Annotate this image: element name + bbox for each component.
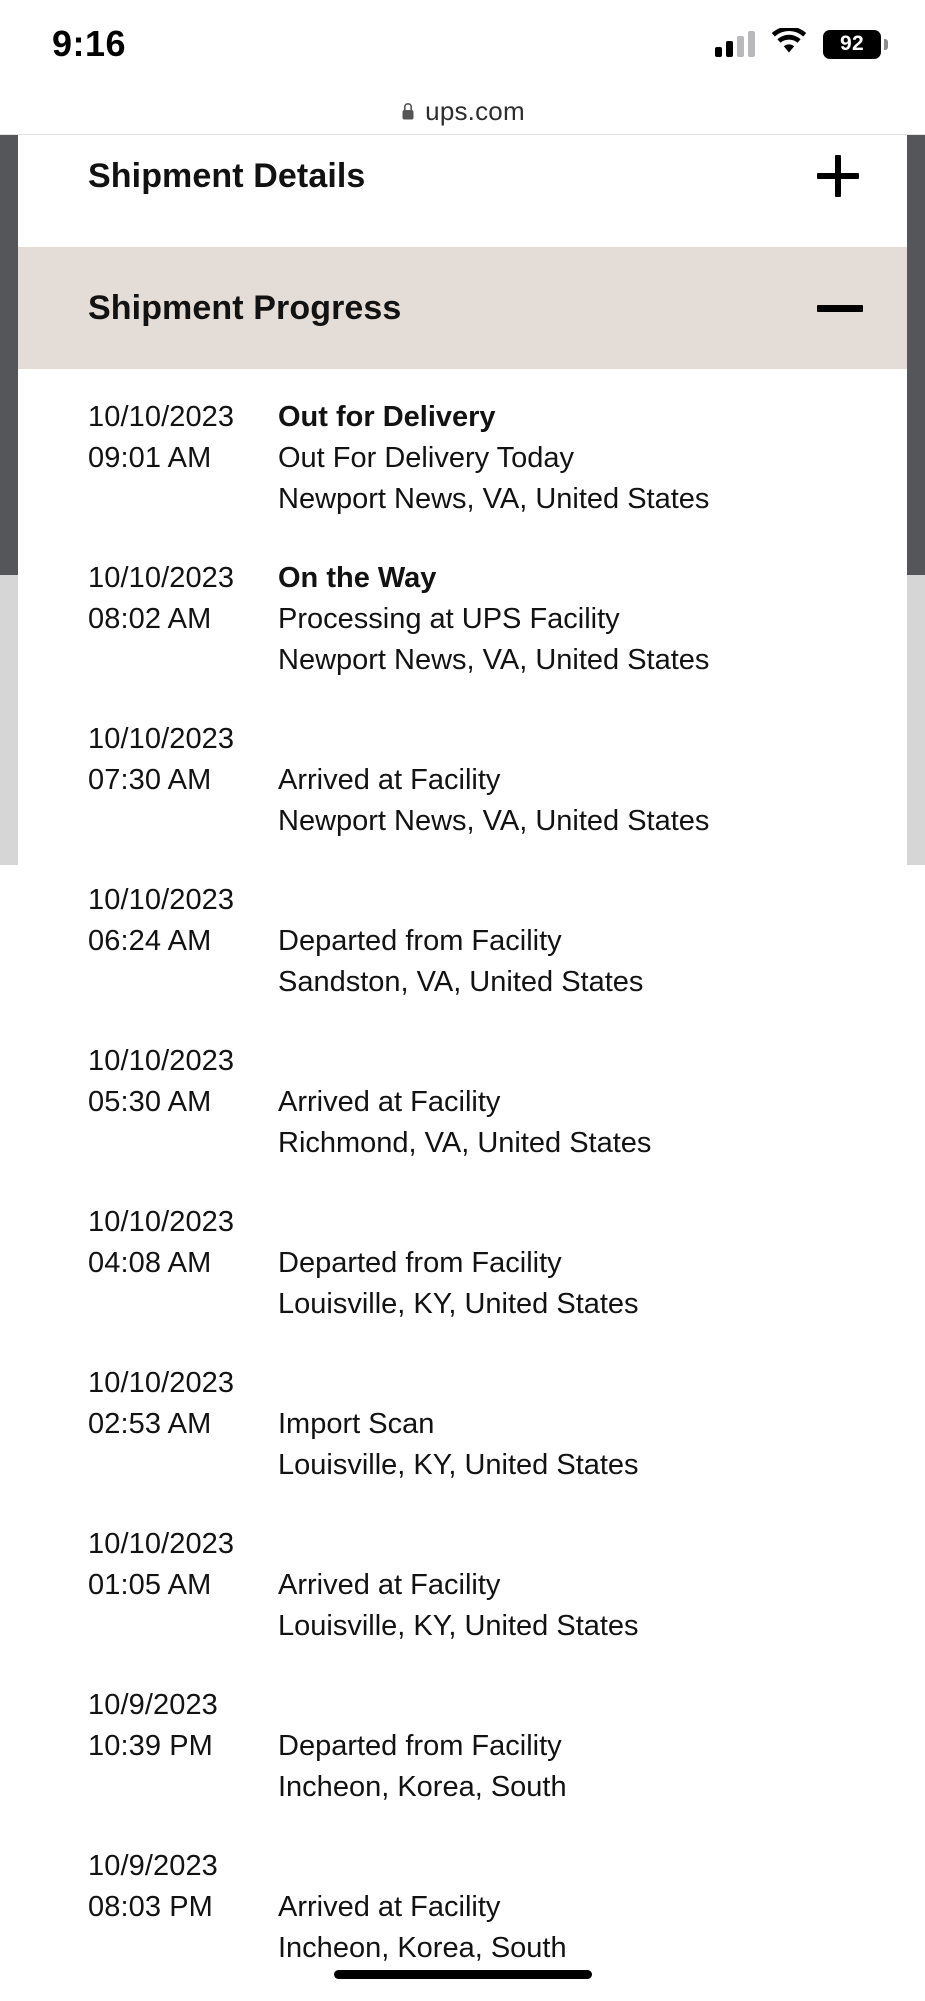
list-item bbox=[18, 719, 907, 842]
event-date: 10/10/2023 bbox=[88, 1528, 235, 1560]
section-shipment-progress[interactable] bbox=[18, 247, 907, 369]
event-details bbox=[258, 397, 867, 520]
event-timestamp bbox=[88, 719, 258, 801]
event-timestamp bbox=[88, 1041, 258, 1123]
event-timestamp bbox=[88, 1524, 258, 1606]
event-time: 01:05 AM bbox=[88, 1569, 212, 1601]
page-gutter-right bbox=[907, 135, 925, 575]
section-shipment-details[interactable] bbox=[18, 135, 907, 217]
event-time: 10:39 PM bbox=[88, 1730, 213, 1762]
plus-icon[interactable] bbox=[817, 155, 859, 197]
event-details bbox=[258, 1041, 867, 1164]
section-title-shipment-progress: Shipment Progress bbox=[88, 288, 402, 327]
event-location: Newport News, VA, United States bbox=[278, 644, 710, 676]
event-timestamp bbox=[88, 1846, 258, 1928]
event-location: Sandston, VA, United States bbox=[278, 966, 644, 998]
event-details bbox=[258, 1363, 867, 1486]
event-date: 10/10/2023 bbox=[88, 401, 235, 433]
event-details bbox=[258, 1685, 867, 1808]
list-item bbox=[18, 397, 907, 520]
wifi-icon bbox=[771, 28, 807, 60]
event-timestamp bbox=[88, 1363, 258, 1445]
list-item bbox=[18, 1524, 907, 1647]
event-time: 07:30 AM bbox=[88, 764, 212, 796]
event-date: 10/9/2023 bbox=[88, 1689, 218, 1721]
event-timestamp bbox=[88, 1202, 258, 1284]
event-details bbox=[258, 719, 867, 842]
event-description: Arrived at Facility bbox=[278, 764, 501, 796]
event-date: 10/10/2023 bbox=[88, 1367, 235, 1399]
event-location: Incheon, Korea, South bbox=[278, 1771, 567, 1803]
list-item bbox=[18, 880, 907, 1003]
page-gutter-left-lower bbox=[0, 575, 18, 865]
event-date: 10/10/2023 bbox=[88, 1206, 235, 1238]
page-gutter-left bbox=[0, 135, 18, 575]
list-item bbox=[18, 558, 907, 681]
list-item bbox=[18, 1363, 907, 1486]
event-location: Louisville, KY, United States bbox=[278, 1610, 639, 1642]
status-bar bbox=[0, 0, 925, 88]
event-timestamp bbox=[88, 558, 258, 640]
event-details bbox=[258, 1524, 867, 1647]
event-details bbox=[258, 880, 867, 1003]
event-time: 08:03 PM bbox=[88, 1891, 213, 1923]
event-description: Out For Delivery Today bbox=[278, 442, 575, 474]
event-location: Newport News, VA, United States bbox=[278, 483, 710, 515]
event-date: 10/10/2023 bbox=[88, 723, 235, 755]
list-item bbox=[18, 1685, 907, 1808]
event-status: Out for Delivery bbox=[278, 401, 496, 433]
event-details bbox=[258, 558, 867, 681]
lock-icon bbox=[400, 101, 416, 121]
event-description: Import Scan bbox=[278, 1408, 435, 1440]
event-date: 10/9/2023 bbox=[88, 1850, 218, 1882]
list-item bbox=[18, 1846, 907, 1969]
event-timestamp bbox=[88, 397, 258, 479]
page-gutter-right-lower bbox=[907, 575, 925, 865]
event-timestamp bbox=[88, 880, 258, 962]
event-description: Arrived at Facility bbox=[278, 1891, 501, 1923]
home-indicator[interactable] bbox=[334, 1970, 592, 1979]
event-time: 05:30 AM bbox=[88, 1086, 212, 1118]
event-location: Louisville, KY, United States bbox=[278, 1288, 639, 1320]
event-date: 10/10/2023 bbox=[88, 884, 235, 916]
status-bar-clock: 9:16 bbox=[52, 23, 127, 64]
event-date: 10/10/2023 bbox=[88, 1045, 235, 1077]
event-status: On the Way bbox=[278, 562, 437, 594]
section-title-shipment-details: Shipment Details bbox=[88, 156, 366, 195]
cellular-bars-icon bbox=[715, 31, 755, 57]
event-description: Arrived at Facility bbox=[278, 1086, 501, 1118]
event-location: Louisville, KY, United States bbox=[278, 1449, 639, 1481]
web-page bbox=[0, 135, 925, 2001]
event-time: 09:01 AM bbox=[88, 442, 212, 474]
event-time: 02:53 AM bbox=[88, 1408, 212, 1440]
event-time: 04:08 AM bbox=[88, 1247, 212, 1279]
event-details bbox=[258, 1202, 867, 1325]
event-description: Departed from Facility bbox=[278, 925, 562, 957]
battery-level-label: 92 bbox=[840, 32, 864, 55]
url-text: ups.com bbox=[425, 95, 525, 126]
event-time: 08:02 AM bbox=[88, 603, 212, 635]
event-date: 10/10/2023 bbox=[88, 562, 235, 594]
battery-icon bbox=[823, 30, 881, 59]
event-timestamp bbox=[88, 1685, 258, 1767]
event-location: Newport News, VA, United States bbox=[278, 805, 710, 837]
browser-url-bar[interactable] bbox=[0, 88, 925, 135]
event-location: Richmond, VA, United States bbox=[278, 1127, 652, 1159]
event-description: Departed from Facility bbox=[278, 1247, 562, 1279]
event-description: Processing at UPS Facility bbox=[278, 603, 620, 635]
list-item bbox=[18, 1041, 907, 1164]
event-location: Incheon, Korea, South bbox=[278, 1932, 567, 1964]
event-description: Arrived at Facility bbox=[278, 1569, 501, 1601]
shipment-progress-list bbox=[18, 369, 907, 1969]
list-item bbox=[18, 1202, 907, 1325]
page-content bbox=[18, 135, 907, 2001]
event-time: 06:24 AM bbox=[88, 925, 212, 957]
event-description: Departed from Facility bbox=[278, 1730, 562, 1762]
event-details bbox=[258, 1846, 867, 1969]
minus-icon[interactable] bbox=[817, 287, 859, 329]
status-bar-indicators bbox=[715, 28, 881, 60]
